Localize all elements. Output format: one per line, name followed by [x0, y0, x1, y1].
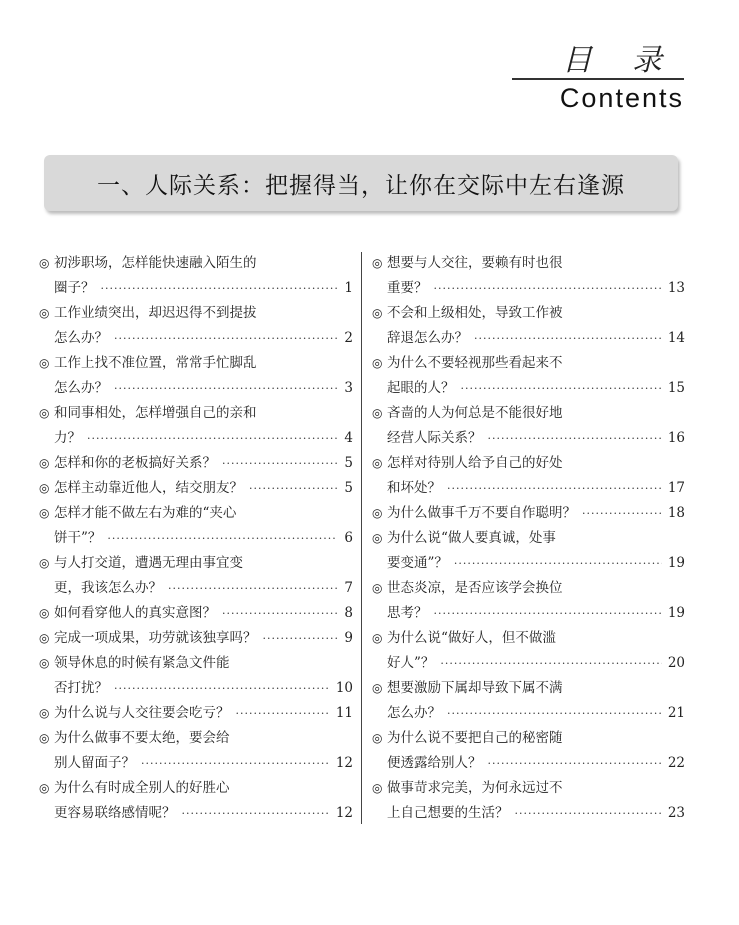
- toc-entry[interactable]: [39, 551, 353, 601]
- toc-entry-text: 为什么做事千万不要自作聪明？: [387, 505, 576, 521]
- toc-entry[interactable]: [372, 501, 685, 526]
- dot-leader: [114, 676, 330, 701]
- toc-entry-text: 与人打交道，遭遇无理由事宜变: [54, 555, 243, 571]
- toc-entry-text: 不会和上级相处，导致工作被: [387, 305, 563, 321]
- dot-leader: [236, 701, 330, 726]
- header-rule: [512, 78, 684, 80]
- toc-entry[interactable]: [372, 351, 685, 401]
- dot-leader: [222, 451, 337, 476]
- dot-leader: [168, 576, 337, 601]
- toc-page-number: 23: [667, 805, 685, 821]
- toc-entry-text: 和同事相处，怎样增强自己的亲和: [54, 405, 257, 421]
- toc-entry[interactable]: [372, 301, 685, 351]
- toc-entry-text: 世态炎凉，是否应该学会换位: [387, 580, 563, 596]
- toc-entry[interactable]: [39, 251, 353, 301]
- toc-entry-text: 重要？: [387, 280, 428, 296]
- toc-entry[interactable]: [39, 726, 353, 776]
- toc-page-number: 14: [667, 330, 685, 346]
- toc-entry-text: 别人留面子？: [54, 755, 135, 771]
- toc-column-right: [372, 251, 685, 826]
- toc-entry-text: 圈子？: [54, 280, 95, 296]
- toc-entry-text: 和坏处？: [387, 480, 441, 496]
- toc-entry-text: 怎么办？: [387, 705, 441, 721]
- toc-entry-text: 更容易联络感情呢？: [54, 805, 176, 821]
- toc-page-number: 19: [667, 555, 685, 571]
- bullet-icon: ◎: [39, 781, 50, 795]
- toc-entry-text: 为什么做事不要太绝，要会给: [54, 730, 230, 746]
- bullet-icon: ◎: [39, 256, 50, 270]
- bullet-icon: ◎: [372, 631, 383, 645]
- dot-leader: [114, 326, 337, 351]
- toc-entry-text: 更，我该怎么办？: [54, 580, 162, 596]
- toc-entry-text: 思考？: [387, 605, 428, 621]
- toc-entry[interactable]: [39, 401, 353, 451]
- dot-leader: [249, 476, 337, 501]
- toc-entry-text: 饼干”？: [54, 530, 102, 546]
- dot-leader: [222, 601, 337, 626]
- toc-entry-text: 工作业绩突出，却迟迟得不到提拔: [54, 305, 257, 321]
- page-title-en: Contents: [559, 83, 684, 113]
- toc-entry[interactable]: [372, 526, 685, 576]
- toc-entry-text: 力？: [54, 430, 81, 446]
- toc-entry[interactable]: [39, 451, 353, 476]
- toc-page-number: 22: [667, 755, 685, 771]
- dot-leader: [515, 801, 662, 826]
- dot-leader: [434, 601, 662, 626]
- dot-leader: [107, 526, 337, 551]
- bullet-icon: ◎: [372, 356, 383, 370]
- dot-leader: [440, 651, 661, 676]
- toc-entry-text: 怎样和你的老板搞好关系？: [54, 455, 216, 471]
- bullet-icon: ◎: [39, 631, 50, 645]
- dot-leader: [263, 626, 338, 651]
- dot-leader: [141, 751, 330, 776]
- toc-page-number: 11: [335, 705, 353, 721]
- toc-entry[interactable]: [39, 601, 353, 626]
- toc-page-number: 5: [344, 455, 353, 471]
- toc-entry[interactable]: [39, 476, 353, 501]
- toc-page-number: 15: [667, 380, 685, 396]
- toc-page-number: 10: [335, 680, 353, 696]
- toc-page-number: 20: [667, 655, 685, 671]
- toc-entry-text: 为什么不要轻视那些看起来不: [387, 355, 563, 371]
- toc-page-number: 8: [344, 605, 353, 621]
- toc-entry-text: 上自己想要的生活？: [387, 805, 509, 821]
- toc-entry-text: 初涉职场，怎样能快速融入陌生的: [54, 255, 257, 271]
- chapter-title: 一、人际关系：把握得当，让你在交际中左右逢源: [97, 172, 625, 199]
- toc-page-number: 13: [667, 280, 685, 296]
- dot-leader: [488, 426, 662, 451]
- toc-entry-text: 好人”？: [387, 655, 435, 671]
- toc-entry-text: 为什么说与人交往要会吃亏？: [54, 705, 230, 721]
- toc-page-number: 1: [344, 280, 353, 296]
- toc-entry-text: 便透露给别人？: [387, 755, 482, 771]
- toc-entry-text: 为什么说“做人要真诚，处事: [387, 530, 556, 546]
- toc-header: [512, 43, 702, 114]
- toc-entry[interactable]: [39, 501, 353, 551]
- dot-leader: [87, 426, 337, 451]
- toc-page-number: 21: [667, 705, 685, 721]
- bullet-icon: ◎: [39, 306, 50, 320]
- toc-entry-text: 辞退怎么办？: [387, 330, 468, 346]
- toc-page-number: 4: [344, 430, 353, 446]
- bullet-icon: ◎: [39, 731, 50, 745]
- bullet-icon: ◎: [372, 406, 383, 420]
- dot-leader: [182, 801, 330, 826]
- toc-entry-text: 为什么有时成全别人的好胜心: [54, 780, 230, 796]
- dot-leader: [101, 276, 338, 301]
- toc-entry[interactable]: [372, 676, 685, 726]
- toc-entry[interactable]: [372, 626, 685, 676]
- toc-entry-text: 如何看穿他人的真实意图？: [54, 605, 216, 621]
- toc-entry[interactable]: [372, 776, 685, 826]
- toc-entry[interactable]: [39, 776, 353, 826]
- bullet-icon: ◎: [39, 606, 50, 620]
- chapter-banner: [44, 155, 678, 211]
- bullet-icon: ◎: [372, 681, 383, 695]
- toc-entry-text: 怎么办？: [54, 380, 108, 396]
- page-title-cn: 目录: [562, 43, 702, 78]
- dot-leader: [488, 751, 662, 776]
- toc-page-number: 18: [667, 505, 685, 521]
- toc-entry-text: 起眼的人？: [387, 380, 455, 396]
- toc-entry-text: 怎样主动靠近他人，结交朋友？: [54, 480, 243, 496]
- toc-page-number: 7: [344, 580, 353, 596]
- toc-page-number: 16: [667, 430, 685, 446]
- toc-entry[interactable]: [39, 626, 353, 651]
- toc-page-number: 2: [344, 330, 353, 346]
- toc-entry[interactable]: [39, 301, 353, 351]
- toc-entry-text: 怎样对待别人给予自己的好处: [387, 455, 563, 471]
- toc-page-number: 19: [667, 605, 685, 621]
- toc-entry-text: 为什么说“做好人，但不做滥: [387, 630, 556, 646]
- toc-entry-text: 做事苛求完美，为何永远过不: [387, 780, 563, 796]
- bullet-icon: ◎: [372, 456, 383, 470]
- toc-entry-text: 要变通”？: [387, 555, 448, 571]
- dot-leader: [434, 276, 662, 301]
- dot-leader: [461, 376, 662, 401]
- bullet-icon: ◎: [39, 356, 50, 370]
- toc-entry-text: 怎样才能不做左右为难的“夹心: [54, 505, 237, 521]
- toc-entry[interactable]: [372, 251, 685, 301]
- toc-page-number: 3: [344, 380, 353, 396]
- dot-leader: [582, 501, 662, 526]
- bullet-icon: ◎: [372, 306, 383, 320]
- toc-entry-text: 想要与人交往，要赖有时也很: [387, 255, 563, 271]
- toc-entry-text: 经营人际关系？: [387, 430, 482, 446]
- toc-entry[interactable]: [372, 576, 685, 626]
- toc-page-number: 5: [344, 480, 353, 496]
- bullet-icon: ◎: [39, 656, 50, 670]
- toc-entry-text: 工作上找不准位置，常常手忙脚乱: [54, 355, 257, 371]
- bullet-icon: ◎: [39, 406, 50, 420]
- bullet-icon: ◎: [372, 506, 383, 520]
- toc-entry-text: 领导休息的时候有紧急文件能: [54, 655, 230, 671]
- toc-entry-text: 完成一项成果，功劳就该独享吗？: [54, 630, 257, 646]
- bullet-icon: ◎: [372, 256, 383, 270]
- dot-leader: [447, 476, 662, 501]
- toc-page-number: 12: [335, 805, 353, 821]
- bullet-icon: ◎: [372, 581, 383, 595]
- dot-leader: [114, 376, 337, 401]
- toc-entry-text: 为什么说不要把自己的秘密随: [387, 730, 563, 746]
- toc-entry-text: 否打扰？: [54, 680, 108, 696]
- toc-column-left: [39, 251, 353, 826]
- toc-entry[interactable]: [372, 401, 685, 451]
- bullet-icon: ◎: [39, 481, 50, 495]
- toc-entry[interactable]: [372, 726, 685, 776]
- bullet-icon: ◎: [39, 556, 50, 570]
- bullet-icon: ◎: [372, 781, 383, 795]
- toc-entry[interactable]: [372, 451, 685, 501]
- toc-page-number: 6: [344, 530, 353, 546]
- bullet-icon: ◎: [39, 706, 50, 720]
- toc-entry-text: 吝啬的人为何总是不能很好地: [387, 405, 563, 421]
- dot-leader: [474, 326, 662, 351]
- toc-entry[interactable]: [39, 701, 353, 726]
- toc-page-number: 17: [667, 480, 685, 496]
- toc-page-number: 12: [335, 755, 353, 771]
- toc-entry-text: 想要激励下属却导致下属不满: [387, 680, 563, 696]
- bullet-icon: ◎: [39, 506, 50, 520]
- toc-entry[interactable]: [39, 351, 353, 401]
- bullet-icon: ◎: [39, 456, 50, 470]
- dot-leader: [447, 701, 662, 726]
- bullet-icon: ◎: [372, 531, 383, 545]
- column-divider: [361, 252, 362, 824]
- bullet-icon: ◎: [372, 731, 383, 745]
- toc-entry-text: 怎么办？: [54, 330, 108, 346]
- dot-leader: [454, 551, 662, 576]
- toc-page-number: 9: [344, 630, 353, 646]
- toc-entry[interactable]: [39, 651, 353, 701]
